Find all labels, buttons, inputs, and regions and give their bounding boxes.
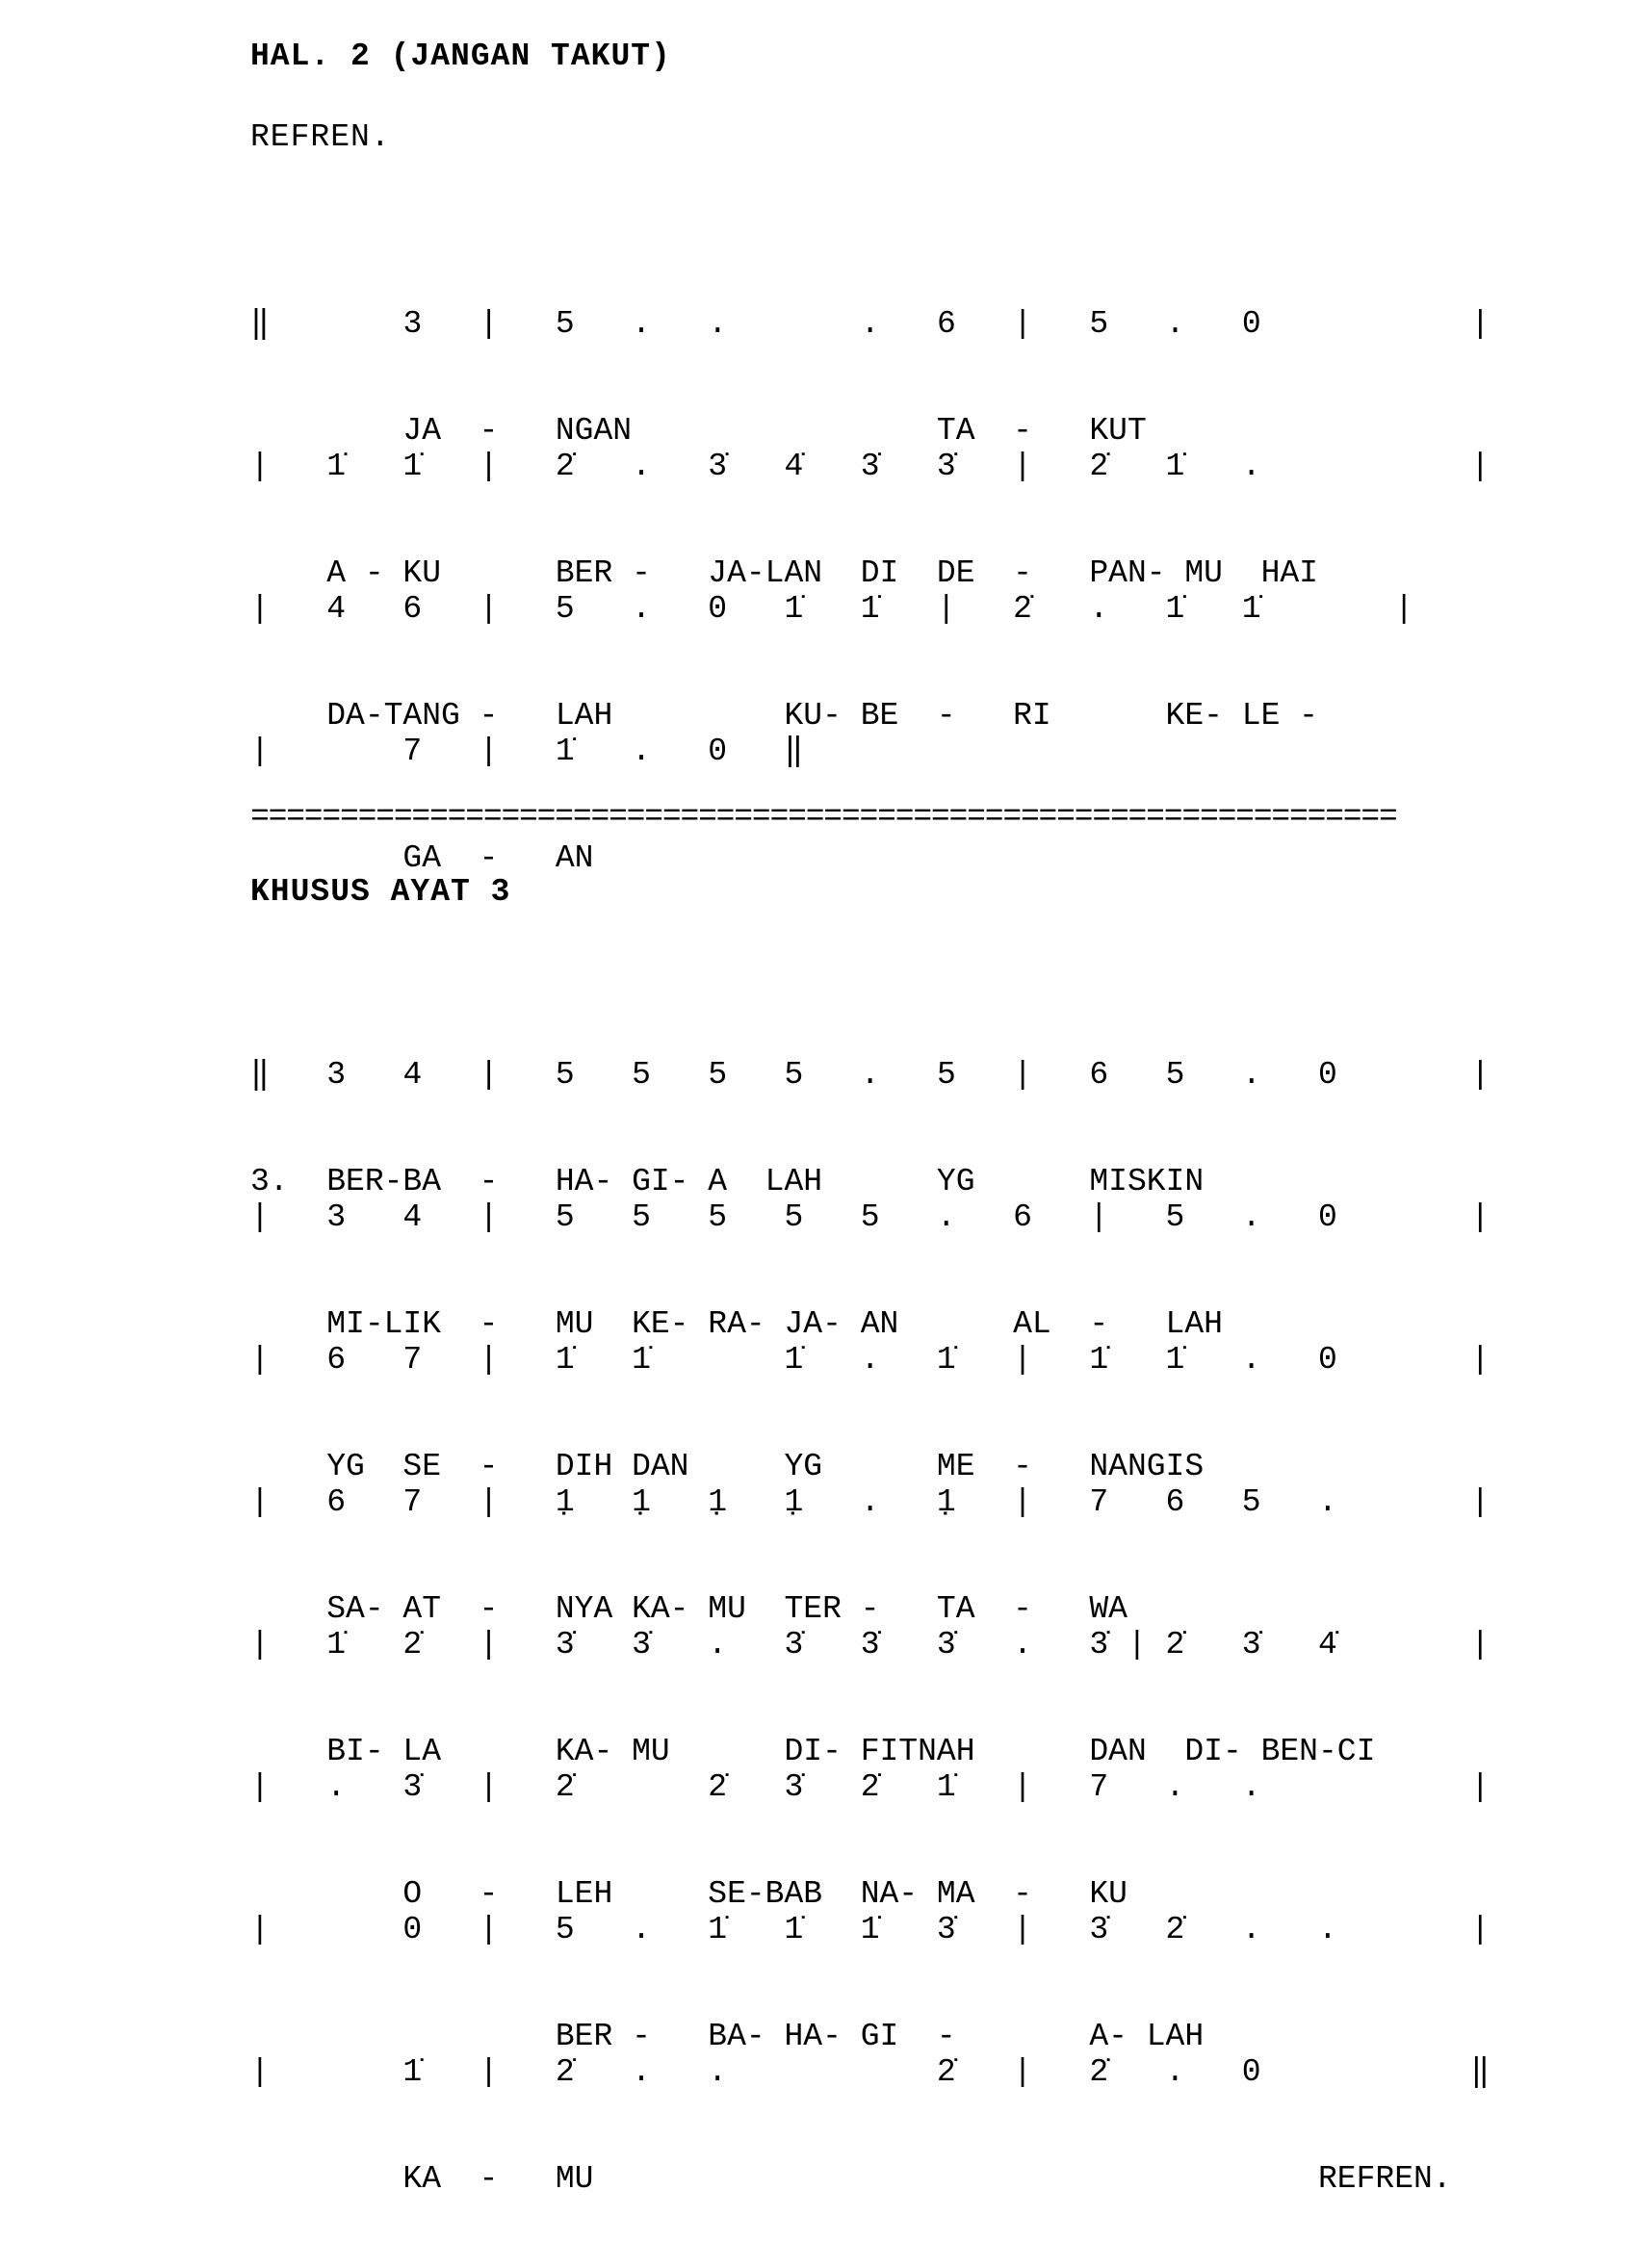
notation-row: | 1̇ 1̇ | 2̇ . 3̇ 4̇ 3̇ 3̇ | 2̇ 1̇ . |	[250, 449, 1490, 484]
notation-row: | 6 7 | 1̇ 1̇ 1̇ . 1̇ | 1̇ 1̇ . 0 |	[250, 1342, 1490, 1378]
lyric-row: SA- AT - NYA KA- MU TER - TA - WA	[250, 1591, 1128, 1627]
page-title: HAL. 2 (JANGAN TAKUT)	[250, 39, 671, 74]
notation-row: ‖ 3 | 5 . . . 6 | 5 . 0 |	[250, 306, 1490, 342]
notation-row: | 7 | 1̇ . 0 ‖	[250, 734, 804, 769]
notation-row: | 6 7 | 1̣ 1̣ 1̣ 1̣ . 1̣ | 7 6 5 . |	[250, 1484, 1490, 1520]
lyric-row: MI-LIK - MU KE- RA- JA- AN AL - LAH	[250, 1306, 1223, 1342]
lyric-row: DA-TANG - LAH KU- BE - RI KE- LE -	[250, 698, 1318, 734]
lyric-row: GA - AN	[250, 840, 594, 876]
notation-row: | 1̇ | 2̇ . . 2̇ | 2̇ . 0 ‖	[250, 2054, 1490, 2090]
lyric-row: BER - BA- HA- GI - A- LAH	[250, 2019, 1205, 2054]
lyric-row: O - LEH SE-BAB NA- MA - KU	[250, 1876, 1128, 1912]
lyric-row: KA - MU REFREN.	[250, 2161, 1452, 2197]
verse-line-8	[250, 1983, 1490, 2268]
verse-title: KHUSUS AYAT 3	[250, 874, 511, 910]
section-separator: ================================================================	[250, 799, 1397, 835]
lyric-row: YG SE - DIH DAN YG ME - NANGIS	[250, 1449, 1205, 1484]
notation-row: | 4 6 | 5 . 0 1̇ 1̇ | 2̇ . 1̇ 1̇ |	[250, 591, 1413, 627]
notation-row: ‖ 3 4 | 5 5 5 5 . 5 | 6 5 . 0 |	[250, 1057, 1490, 1093]
lyric-row: BI- LA KA- MU DI- FITNAH DAN DI- BEN-CI	[250, 1734, 1376, 1769]
notation-row: | 3 4 | 5 5 5 5 5 . 6 | 5 . 0 |	[250, 1199, 1490, 1235]
notation-row: | 1̇ 2̇ | 3̇ 3̇ . 3̇ 3̇ 3̇ . 3̇ | 2̇ 3̇ 4̇ |	[250, 1627, 1490, 1662]
lyric-row: JA - NGAN TA - KUT	[250, 413, 1147, 449]
lyric-row: A - KU BER - JA-LAN DI DE - PAN- MU HAI	[250, 555, 1318, 591]
lyric-row: 3. BER-BA - HA- GI- A LAH YG MISKIN	[250, 1164, 1205, 1199]
notation-row: | 0 | 5 . 1̇ 1̇ 1̇ 3̇ | 3̇ 2̇ . . |	[250, 1912, 1490, 1947]
notation-row: | . 3̇ | 2̇ 2̇ 3̇ 2̇ 1̇ | 7 . . |	[250, 1769, 1490, 1805]
refrain-label: REFREN.	[250, 119, 391, 155]
